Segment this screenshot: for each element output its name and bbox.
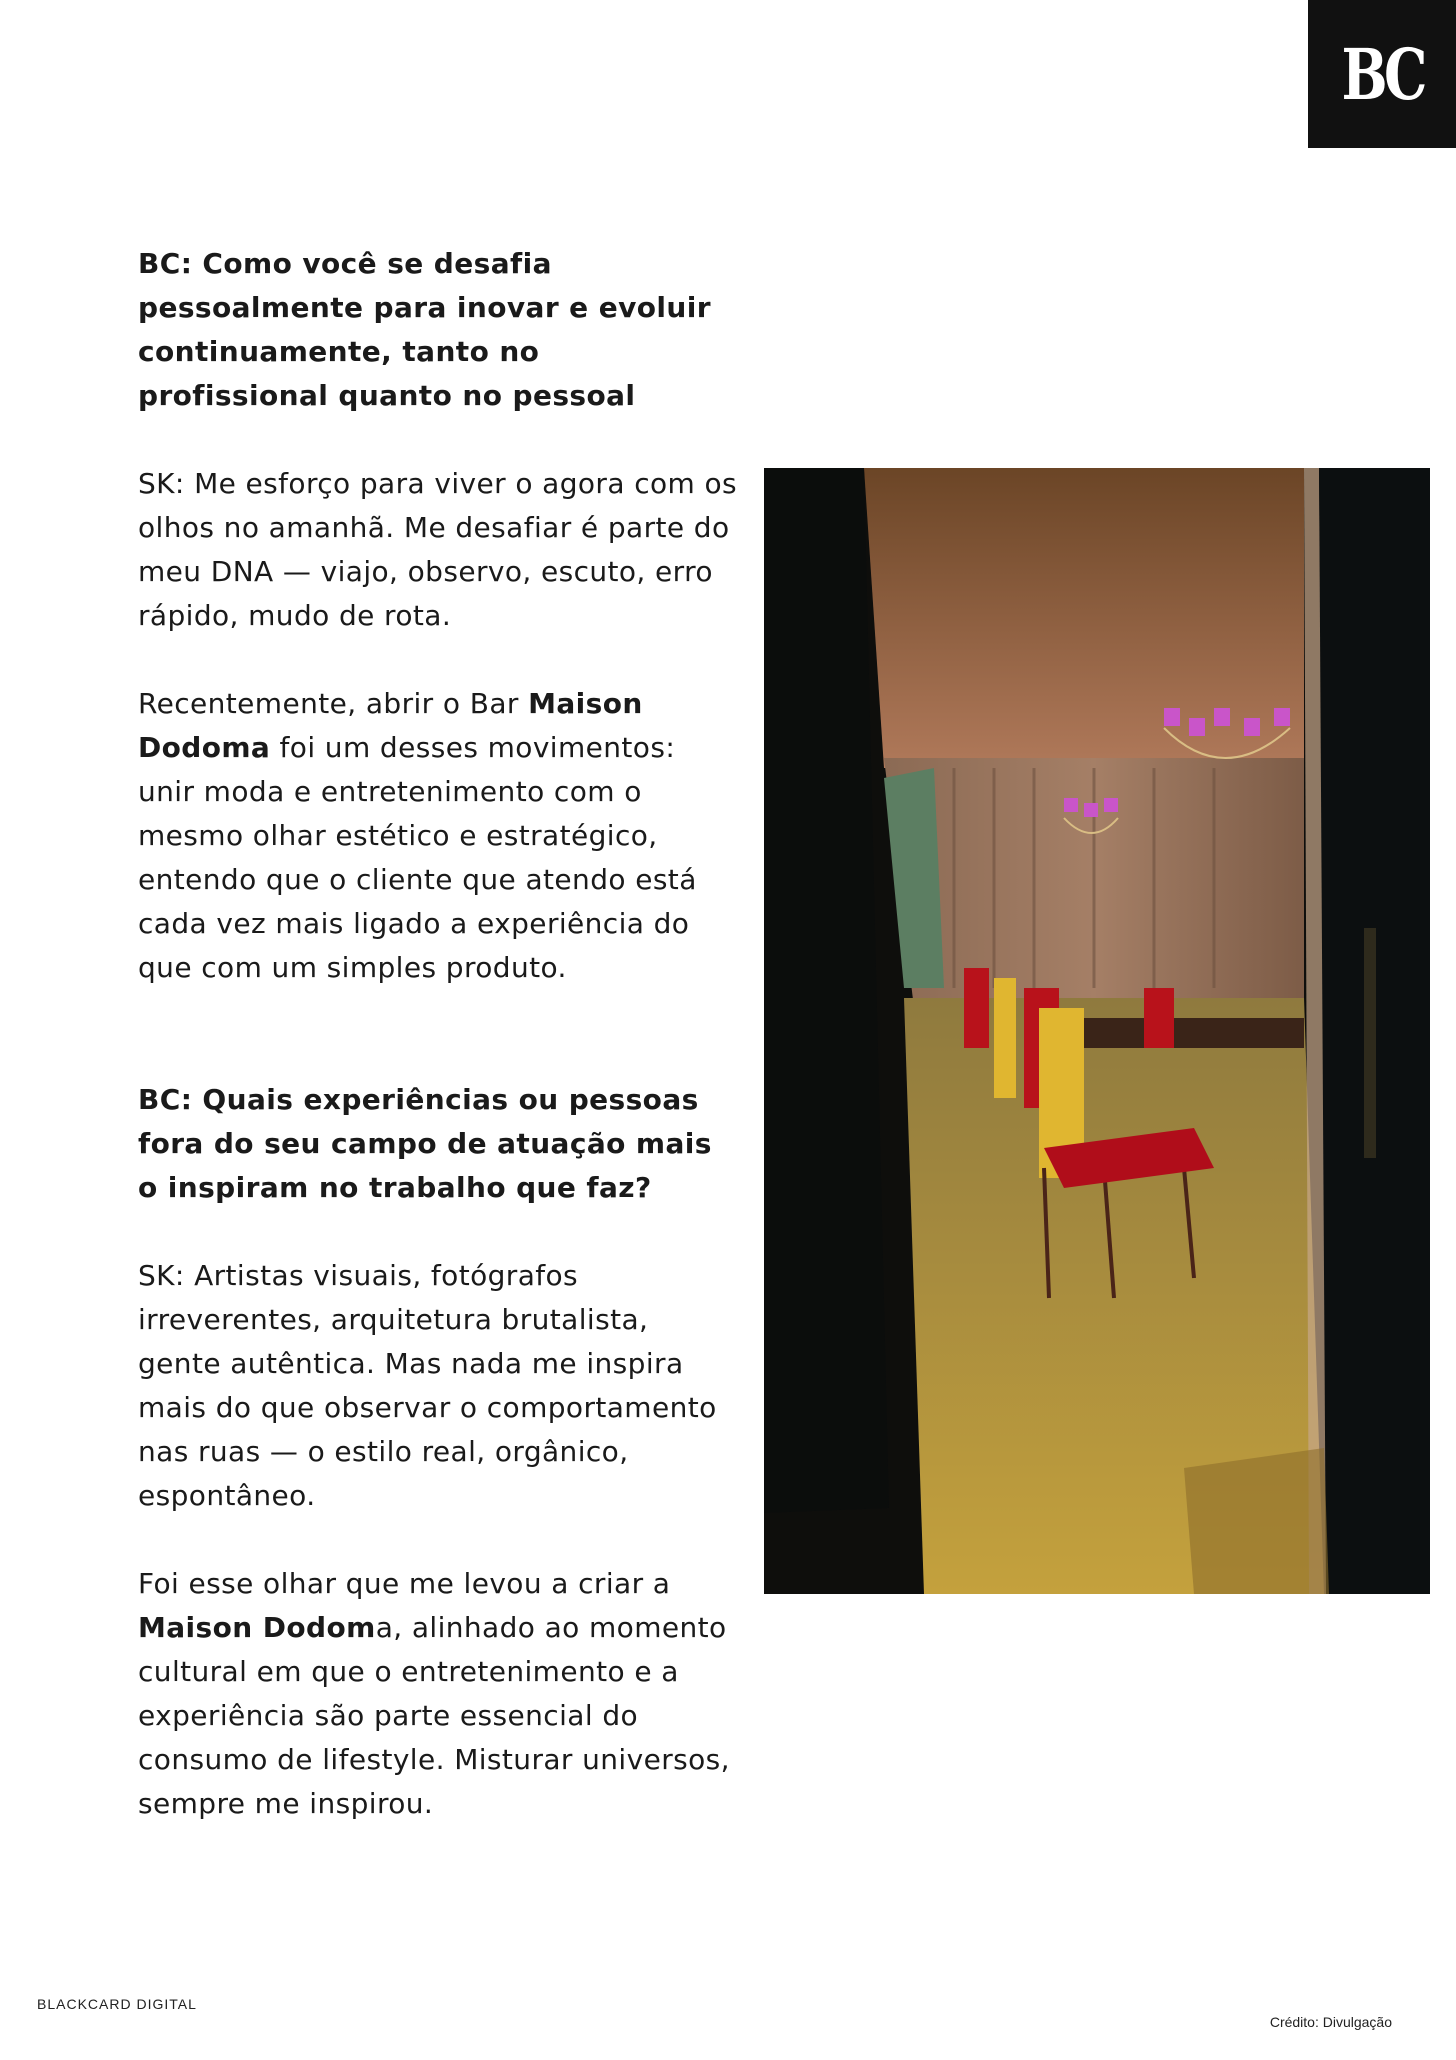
question-2: BC: Quais experiências ou pessoas fora do seu campo de atuação mais o inspiram no trabalho que faz? bbox=[138, 1083, 712, 1204]
answer-1b-text: Recentemente, abrir o Bar bbox=[138, 687, 529, 720]
answer-1b-text-end: foi um desses movimentos: unir moda e entretenimento com o mesmo olhar estético e estratégico, entendo que o cliente que atendo está cada vez mais ligado a experiência do que com um simples produto. bbox=[138, 731, 697, 984]
logo-text: BC bbox=[1341, 32, 1423, 116]
maison-dodoma-bold-2: Maison Dodom bbox=[138, 1611, 376, 1644]
footer-brand: BLACKCARD DIGITAL bbox=[37, 1996, 197, 2012]
answer-1: SK: Me esforço para viver o agora com os olhos no amanhã. Me desafiar é parte do meu DNA — viajo, observo, escuto, erro rápido, mudo de rota. bbox=[138, 467, 738, 632]
answer-2-continued bbox=[138, 1562, 738, 1826]
answer-2: SK: Artistas visuais, fotógrafos irreverentes, arquitetura brutalista, gente autêntica. Mas nada me inspira mais do que observar o comportamento nas ruas — o estilo real, orgânico, espontâneo. bbox=[138, 1259, 717, 1512]
answer-1-continued bbox=[138, 682, 738, 990]
answer-2b-text: Foi esse olhar que me levou a criar a bbox=[138, 1567, 671, 1600]
logo bbox=[1308, 0, 1456, 148]
article-body bbox=[138, 242, 738, 1826]
question-1: BC: Como você se desafia pessoalmente para inovar e evoluir continuamente, tanto no profissional quanto no pessoal bbox=[138, 247, 711, 412]
maison-dodoma-bold: Maison Dodoma bbox=[138, 687, 643, 764]
answer-2b-text-end: a, alinhado ao momento cultural em que o entretenimento e a experiência são parte essencial do consumo de lifestyle. Misturar universos, sempre me inspirou. bbox=[138, 1611, 730, 1820]
restaurant-photo bbox=[764, 468, 1430, 1594]
photo-credit: Crédito: Divulgação bbox=[1269, 2014, 1392, 2030]
